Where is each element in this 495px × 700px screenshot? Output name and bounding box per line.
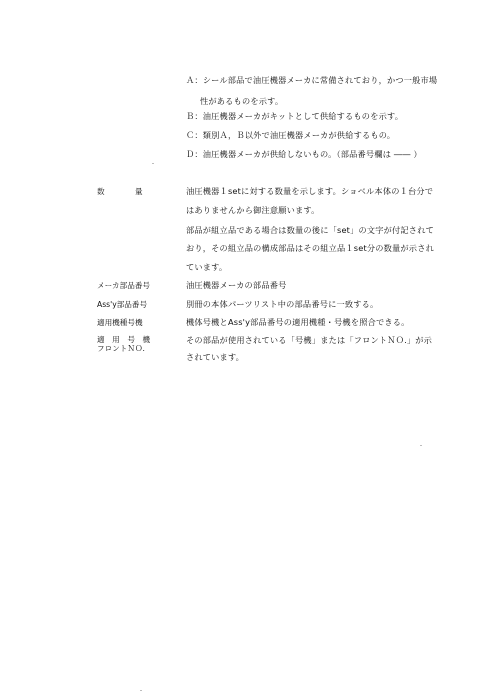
term-maker-part-number: メーカ部品番号 [97,281,151,290]
applicable-serial-desc-line-1: その部品が使用されている「号機」または「フロントＮＯ.」が示 [186,335,433,345]
quantity-desc-line-2: はありませんから御注意願います。 [186,205,320,215]
quantity-desc-line-4: おり，その組立品の構成部品はその組立品１set分の数量が示され [186,243,434,253]
term-assy-part-number: Ass'y部品番号 [97,300,148,309]
class-c-line: Ｃ：類別Ａ，Ｂ以外で油圧機器メーカが供給するもの。 [186,130,396,140]
class-b-line: Ｂ：油圧機器メーカがキットとして供給するものを示す。 [186,111,404,121]
quantity-desc-line-3: 部品が組立品である場合は数量の後に「set」の文字が付記されて [186,225,434,235]
term-quantity: 数 量 [97,187,143,196]
maker-part-number-desc: 油圧機器メーカの部品番号 [186,280,287,290]
term-applicable-model: 適用機種号機 [97,318,143,327]
term-applicable-serial: 適 用 号 機 [97,335,151,344]
applicable-model-desc: 機体号機とAss'y部品番号の適用機種・号機を照合できる。 [186,317,410,327]
class-a-line-1: Ａ：シール部品で油圧機器メーカに常備されており，かつ一般市場 [186,75,438,85]
assy-part-number-desc: 別冊の本体パーツリスト中の部品番号に一致する。 [186,299,379,309]
quantity-desc-line-5: ています。 [186,262,228,272]
scan-speck [140,690,142,691]
scan-speck [420,445,422,446]
class-d-line: Ｄ：油圧機器メーカが供給しないもの。（部品番号欄は ―― ） [186,149,422,159]
quantity-desc-line-1: 油圧機器１setに対する数量を示します。ショベル本体の１台分で [186,186,434,196]
scan-speck [152,163,154,164]
term-front-no: フロントＮＯ. [97,344,145,353]
class-a-line-2: 性があるものを示す。 [200,96,284,106]
applicable-serial-desc-line-2: されています。 [186,352,245,362]
